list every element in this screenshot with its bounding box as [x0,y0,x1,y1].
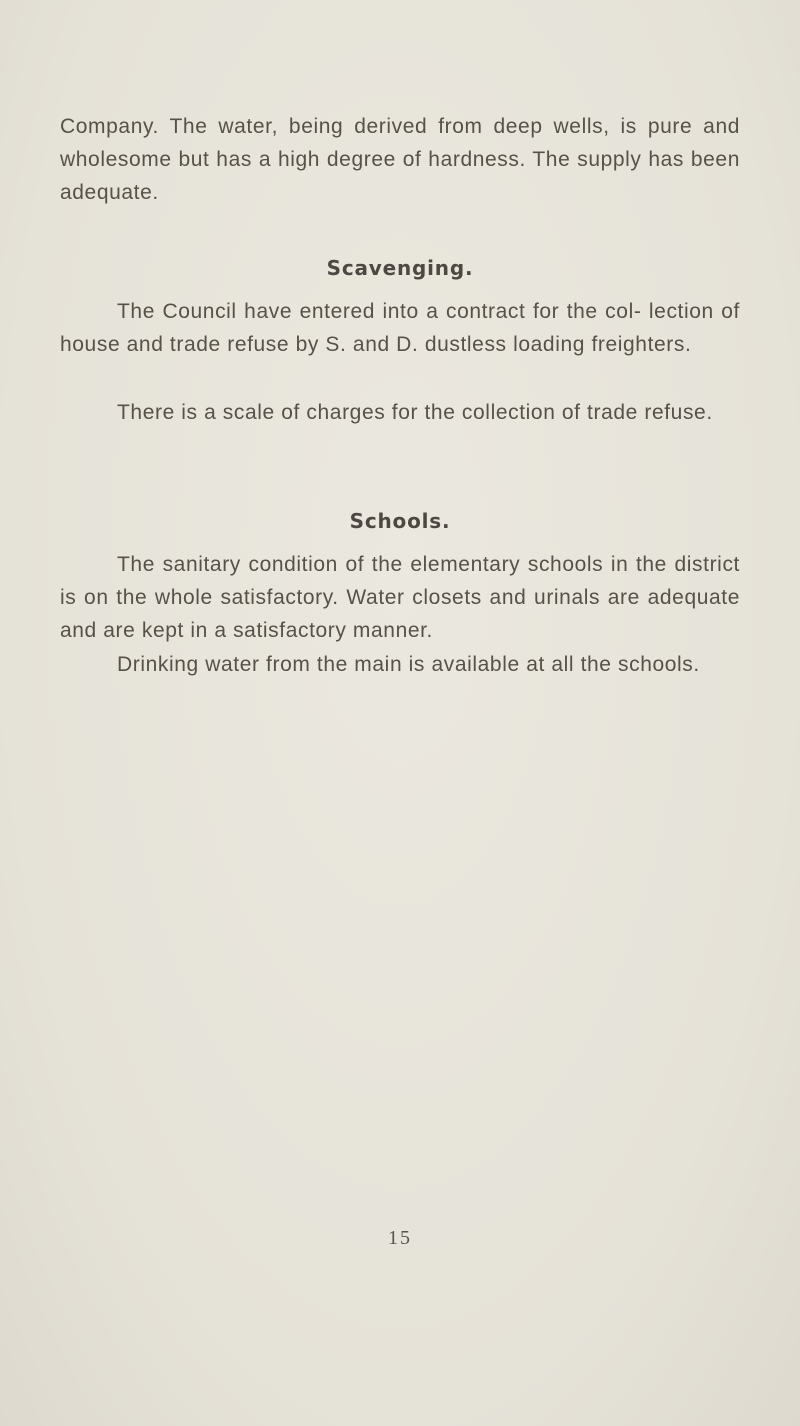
section-heading-schools: Schools. [349,509,451,533]
schools-paragraph-2-block [60,648,740,681]
intro-paragraph: Company. The water, being derived from deep wells, is pure and wholesome but has a high degree of hardness. The supply has been adequate. [60,115,740,204]
page-number: 15 [388,1227,412,1249]
scavenging-paragraph-2: There is a scale of charges for the collection of trade refuse. [117,401,713,424]
schools-paragraph-1-block [60,548,740,647]
scavenging-paragraph-2-block [60,396,740,429]
intro-paragraph-block [60,110,740,209]
scavenging-paragraph-1-block [60,295,740,361]
schools-paragraph-2: Drinking water from the main is available at all the schools. [117,653,700,676]
schools-paragraph-1: The sanitary condition of the elementary schools in the district is on the whole satisfactory. Water closets and urinals are adequate and are kept in a satisfactory manner. [60,553,740,642]
section-heading-scavenging: Scavenging. [326,256,474,280]
scavenging-paragraph-1: The Council have entered into a contract for the col- lection of house and trade refuse by S. and D. dustless loading freighters. [60,300,740,356]
